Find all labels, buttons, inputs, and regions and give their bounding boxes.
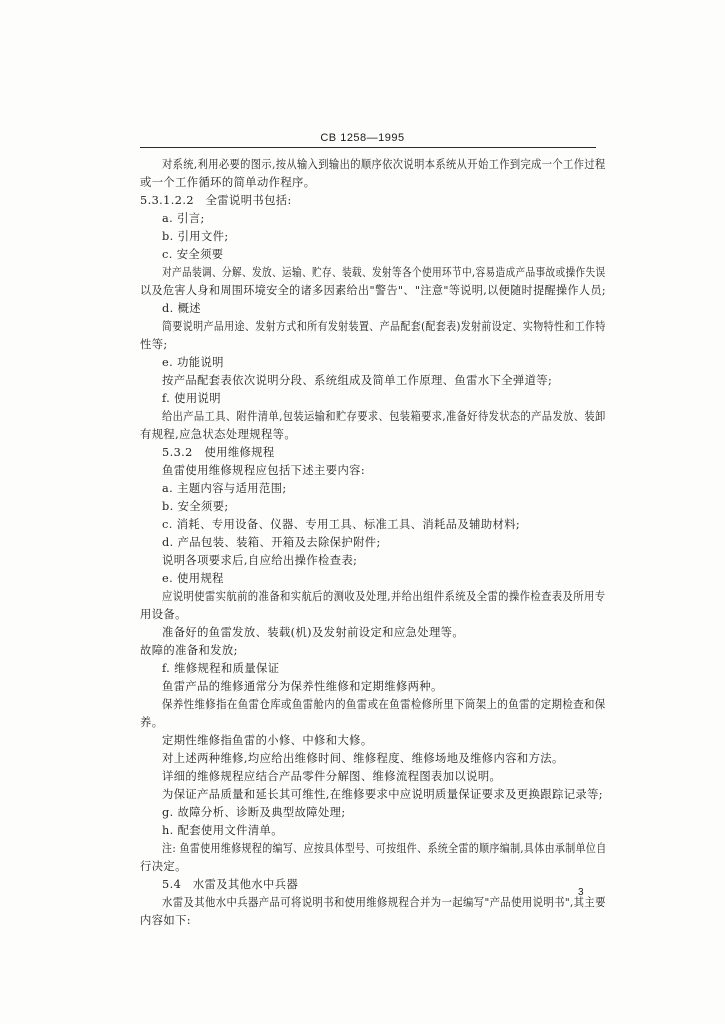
- text-line: 详细的维修规程应结合产品零件分解图、维修流程图表加以说明。: [162, 770, 502, 783]
- text-line: 用设备。: [140, 608, 187, 621]
- list-item: f. 维修规程和质量保证: [162, 662, 280, 675]
- text-line: 按产品配套表依次说明分段、系统组成及简单工作原理、鱼雷水下全弹道等;: [162, 374, 553, 387]
- text-line: 有规程,应急状态处理规程等。: [140, 428, 297, 441]
- section-heading: 5.4 水雷及其他水中兵器: [162, 878, 299, 891]
- text-line: 说明各项要求后,自应给出操作检查表;: [162, 554, 358, 567]
- text-line: 准备好的鱼雷发放、装载(机)及发射前设定和应急处理等。: [162, 626, 465, 639]
- text-line: 养。: [140, 716, 164, 729]
- text-line: 简要说明产品用途、发射方式和所有发射装置、产品配套(配套表)发射前设定、实物特性和工作特: [162, 320, 606, 333]
- list-item: g. 故障分析、诊断及典型故障处理;: [162, 806, 346, 819]
- text-line: 故障的准备和发放;: [140, 644, 238, 657]
- section-heading: 5.3.2 使用维修规程: [162, 446, 275, 459]
- text-line: 对上述两种维修,均应给出维修时间、维修程度、维修场地及维修内容和方法。: [162, 752, 564, 765]
- text-line: 水雷及其他水中兵器产品可将说明书和使用维修规程合并为一起编写"产品使用说明书",其主要: [162, 896, 606, 909]
- text-line: 给出产品工具、附件清单,包装运输和贮存要求、包装箱要求,准备好待发状态的产品发放、装卸: [162, 410, 606, 423]
- list-item: e. 使用规程: [162, 572, 224, 585]
- list-item: c. 消耗、专用设备、仪器、专用工具、标准工具、消耗品及辅助材料;: [162, 518, 521, 531]
- text-line: 为保证产品质量和延长其可维性,在维修要求中应说明质量保证要求及更换跟踪记录等;: [162, 788, 603, 801]
- header-rule: [140, 147, 596, 148]
- page-number: 3: [578, 887, 584, 898]
- list-item: e. 功能说明: [162, 356, 224, 369]
- text-line: 定期性维修指鱼雷的小修、中修和大修。: [162, 734, 373, 747]
- text-line: 对产品装调、分解、发放、运输、贮存、装载、发射等各个使用环节中,容易造成产品事故或操作失误: [162, 266, 606, 279]
- standard-number-header: CB 1258—1995: [320, 132, 405, 144]
- text-line: 性等;: [140, 338, 168, 351]
- list-item: d. 概述: [162, 302, 202, 315]
- text-line: 鱼雷使用维修规程应包括下述主要内容:: [162, 464, 366, 477]
- text-line: 应说明使雷实航前的准备和实航后的测收及处理,并给出组件系统及全雷的操作检查表及所用专: [162, 590, 606, 603]
- list-item: a. 引言;: [162, 212, 205, 225]
- note-line: 行决定。: [140, 860, 187, 873]
- text-line: 内容如下:: [140, 914, 191, 927]
- section-heading: 5.3.1.2.2 全雷说明书包括:: [140, 194, 292, 207]
- text-line: 鱼雷产品的维修通常分为保养性维修和定期维修两种。: [162, 680, 443, 693]
- list-item: d. 产品包装、装箱、开箱及去除保护附件;: [162, 536, 381, 549]
- list-item: f. 使用说明: [162, 392, 221, 405]
- text-line: 保养性维修指在鱼雷仓库或鱼雷舱内的鱼雷或在鱼雷检修所里下筒架上的鱼雷的定期检查和保: [162, 698, 606, 711]
- text-line: 以及危害人身和周围环境安全的诸多因素给出"警告"、"注意"等说明,以便随时提醒操作人员;: [140, 284, 607, 297]
- list-item: c. 安全须要: [162, 248, 224, 261]
- text-line: 或一个工作循环的简单动作程序。: [140, 176, 316, 189]
- note-line: 注: 鱼雷使用维修规程的编写、应按具体型号、可按组件、系统全雷的顺序编制,具体由承制单位自: [162, 842, 607, 855]
- text-line: 对系统,利用必要的图示,按从输入到输出的顺序依次说明本系统从开始工作到完成一个工作过程: [162, 158, 606, 171]
- list-item: b. 安全须要;: [162, 500, 229, 513]
- list-item: a. 主题内容与适用范围;: [162, 482, 287, 495]
- list-item: h. 配套使用文件清单。: [162, 824, 283, 837]
- list-item: b. 引用文件;: [162, 230, 229, 243]
